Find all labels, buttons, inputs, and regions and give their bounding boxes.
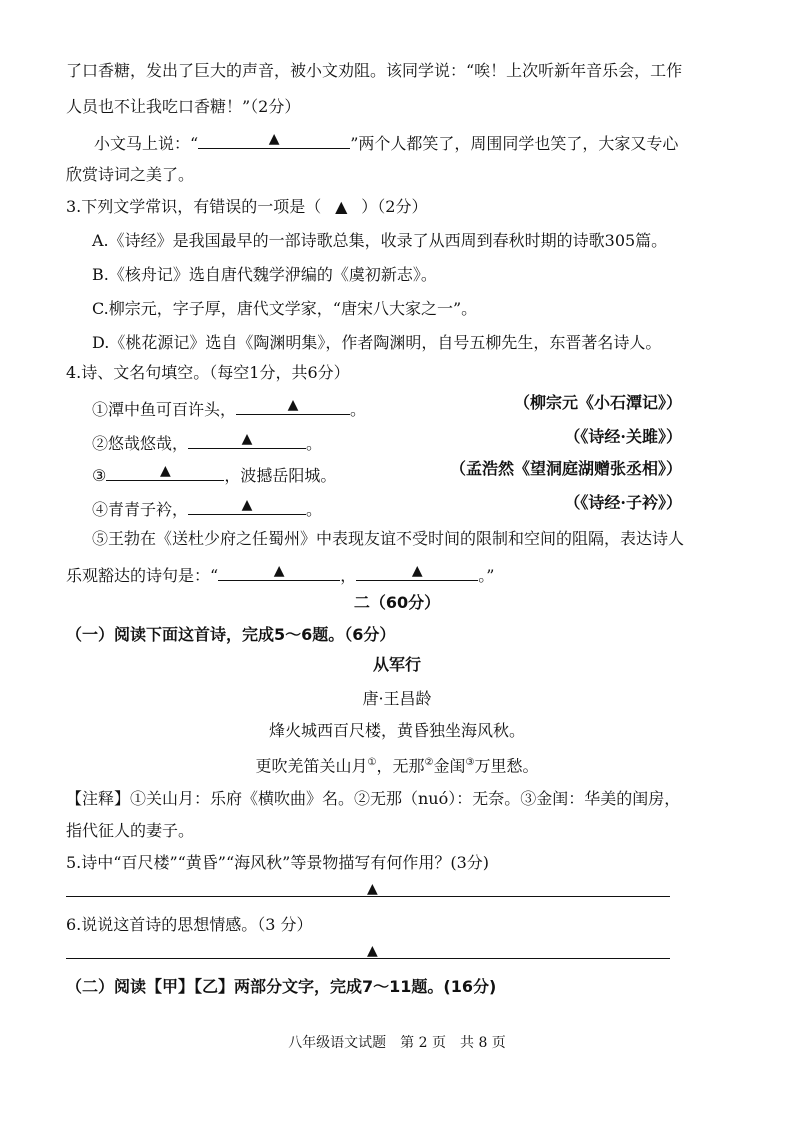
note-line-1: 【注释】①关山月：乐府《横吹曲》名。②无那（nuó）：无奈。③金闺：华美的闺房，	[66, 789, 681, 808]
q3-stem-pre: 3.下列文学常识，有错误的一项是（	[66, 197, 322, 216]
triangle-marker-icon: ▲	[411, 563, 423, 579]
answer-blank-q4-5b[interactable]	[356, 562, 478, 581]
answer-blank-q4-5a[interactable]	[218, 562, 340, 581]
triangle-marker-icon: ▲	[241, 497, 253, 513]
poem-line-2-b: ，无那	[376, 756, 425, 776]
q4-item-2-pre: ②悠哉悠哉，	[92, 434, 189, 453]
answer-blank-q4-4[interactable]	[188, 496, 306, 515]
q3-stem-post: ）（2分）	[361, 197, 428, 216]
note-ref-2: ②	[424, 757, 434, 768]
triangle-marker-icon: ▲	[367, 881, 378, 897]
q4-item-4-source: （《诗经·子衿》）	[564, 493, 682, 512]
intro-line-3-pre: 小文马上说：“	[94, 134, 199, 153]
q3-option-d: D.《桃花源记》选自《陶渊明集》，作者陶渊明，自号五柳先生，东晋著名诗人。	[92, 333, 662, 352]
triangle-marker-icon: ▲	[268, 131, 280, 147]
note-ref-3: ③	[465, 757, 475, 768]
q4-item-2-post: 。	[306, 434, 323, 453]
triangle-marker-icon: ▲	[241, 431, 253, 447]
q4-item-5-mid: ，	[340, 566, 357, 585]
answer-line-q6[interactable]	[66, 958, 670, 959]
q3-option-b: B.《核舟记》选自唐代魏学洢编的《虞初新志》。	[92, 265, 437, 284]
triangle-marker-icon: ▲	[159, 463, 171, 479]
page-footer: 八年级语文试题 第 2 页 共 8 页	[288, 1035, 506, 1051]
q4-item-2-source: （《诗经·关雎》）	[564, 427, 682, 446]
poem-title: 从军行	[372, 655, 421, 674]
q4-item-4	[92, 496, 322, 521]
q3-option-c: C.柳宗元，字子厚，唐代文学家，“唐宋八大家之一”。	[92, 299, 478, 318]
q3-answer-slot[interactable]	[321, 196, 361, 218]
poem-line-1: 烽火城西百尺楼，黄昏独坐海风秋。	[268, 721, 525, 740]
q4-item-5-pre: 乐观豁达的诗句是：“	[66, 566, 219, 585]
answer-line-q5[interactable]	[66, 896, 670, 897]
poem-line-2-c: 金闺	[433, 756, 466, 776]
part-1-heading: （一）阅读下面这首诗，完成5～6题。（6分）	[66, 625, 396, 644]
q4-item-1	[92, 396, 366, 421]
answer-blank-q4-1[interactable]	[236, 396, 350, 415]
q4-item-1-source: （柳宗元《小石潭记》）	[513, 393, 682, 412]
section-2-title: 二（60分）	[353, 593, 441, 612]
q6-stem: 6.说说这首诗的思想情感。（3 分）	[66, 915, 313, 934]
q4-item-3-source: （孟浩然《望洞庭湖赠张丞相》）	[449, 459, 682, 478]
q4-item-3-pre: ③	[92, 466, 107, 485]
q4-item-1-post: 。	[350, 400, 367, 419]
q3-option-a: A.《诗经》是我国最早的一部诗歌总集，收录了从西周到春秋时期的诗歌305篇。	[92, 231, 668, 250]
triangle-marker-icon: ▲	[335, 197, 348, 216]
q3-stem	[66, 196, 427, 218]
answer-blank-dialogue[interactable]	[198, 130, 350, 149]
note-ref-1: ①	[367, 757, 377, 768]
triangle-marker-icon: ▲	[287, 397, 299, 413]
q4-item-2	[92, 430, 322, 455]
intro-line-1: 了口香糖，发出了巨大的声音，被小文劝阻。该同学说：“唉！上次听新年音乐会，工作	[66, 61, 683, 80]
triangle-marker-icon: ▲	[367, 943, 378, 959]
q4-item-5-line-2	[66, 562, 494, 587]
q5-stem: 5.诗中“百尺楼”“黄昏”“海风秋”等景物描写有何作用？(3分)	[66, 853, 490, 872]
poem-author: 唐·王昌龄	[362, 689, 432, 708]
note-line-2: 指代征人的妻子。	[66, 821, 195, 840]
answer-blank-q4-3[interactable]	[106, 462, 224, 481]
q4-item-4-pre: ④青青子衿，	[92, 500, 189, 519]
triangle-marker-icon: ▲	[273, 563, 285, 579]
intro-line-3	[94, 130, 678, 155]
intro-line-2: 人员也不让我吃口香糖！”（2分）	[66, 97, 301, 116]
q4-item-1-pre: ①潭中鱼可百许头，	[92, 400, 237, 419]
answer-blank-q4-2[interactable]	[188, 430, 306, 449]
q4-item-5-line-1: ⑤王勃在《送杜少府之任蜀州》中表现友谊不受时间的限制和空间的阻隔，表达诗人	[92, 529, 685, 548]
poem-line-2-d: 万里愁。	[474, 756, 539, 776]
poem-line-2-a: 更吹羌笛关山月	[255, 756, 368, 776]
q4-item-3-post: ，波撼岳阳城。	[224, 466, 337, 485]
q4-item-4-post: 。	[306, 500, 323, 519]
poem-line-2	[0, 752, 794, 777]
part-2-heading: （二）阅读【甲】【乙】两部分文字，完成7～11题。(16分)	[66, 977, 497, 996]
q4-stem: 4.诗、文名句填空。（每空1分，共6分）	[66, 363, 350, 382]
q4-item-3	[92, 462, 336, 487]
intro-line-3-post: ”两个人都笑了，周围同学也笑了，大家又专心	[350, 134, 679, 153]
intro-line-4: 欣赏诗词之美了。	[66, 165, 195, 184]
q4-item-5-post: 。”	[478, 566, 495, 585]
